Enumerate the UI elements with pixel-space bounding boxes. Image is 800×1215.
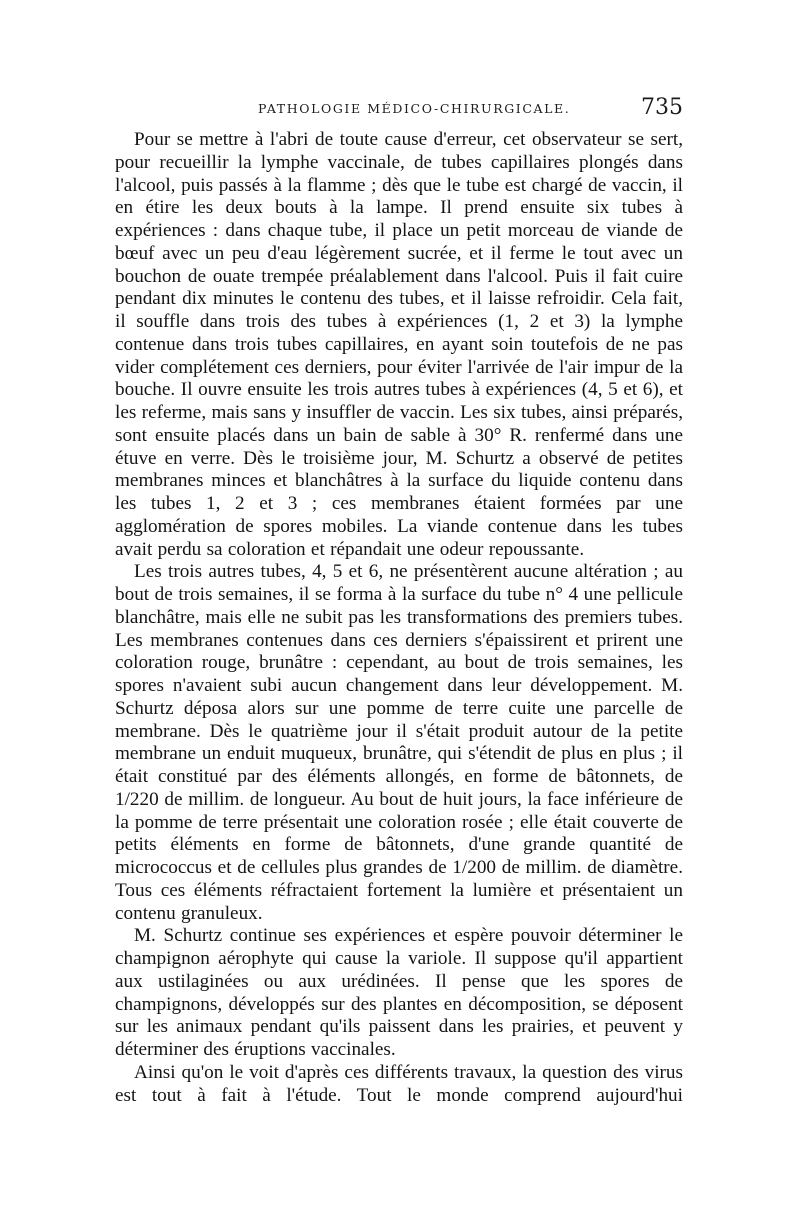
paragraph: M. Schurtz continue ses expériences et espère pouvoir déterminer le champignon aérophyte qui cause la variole. Il suppose qu'il appartient aux ustilaginées ou aux urédinées. Il pense que les spores de champignons, développés sur des plantes en décomposition, se déposent sur les animaux pendant qu'ils paissent dans les prairies, et peuvent y déterminer des éruptions vaccinales. [115, 925, 683, 1060]
paragraph: Ainsi qu'on le voit d'après ces différents travaux, la question des virus est tout à fait à l'étude. Tout le monde comprend aujourd'hui [115, 1061, 683, 1106]
paragraph: Pour se mettre à l'abri de toute cause d'erreur, cet observateur se sert, pour recueillir la lymphe vaccinale, de tubes capillaires plongés dans l'alcool, puis passés à la flamme ; dès que le tube est chargé de vaccin, il en étire les deux bouts à la lampe. Il prend ensuite six tubes à expériences : dans chaque tube, il place un petit morceau de viande de bœuf avec un peu d'eau légèrement sucrée, et il ferme le tout avec un bouchon de ouate trempée préalablement dans l'alcool. Puis il fait cuire pendant dix minutes le contenu des tubes, et il laisse refroidir. Cela fait, il souffle dans trois des tubes à expériences (1, 2 et 3) la lymphe contenue dans trois tubes capillaires, en ayant soin toutefois de ne pas vider complétement ces derniers, pour éviter l'arrivée de l'air impur de la bouche. Il ouvre ensuite les trois autres tubes à expériences (4, 5 et 6), et les referme, mais sans y insuffler de vaccin. Les six tubes, ainsi préparés, sont ensuite placés dans un bain de sable à 30° R. renfermé dans une étuve en verre. Dès le troisième jour, M. Schurtz a observé de petites membranes minces et blanchâtres à la surface du liquide contenu dans les tubes 1, 2 et 3 ; ces membranes étaient formées par une agglomération de spores mobiles. La viande contenue dans les tubes avait perdu sa coloration et répandait une odeur repoussante. [115, 129, 683, 560]
page-number: 735 [641, 95, 683, 120]
running-head [116, 95, 683, 125]
paragraph: Les trois autres tubes, 4, 5 et 6, ne présentèrent aucune altération ; au bout de trois semaines, il se forma à la surface du tube n° 4 une pellicule blanchâtre, mais elle ne subit pas les transformations des premiers tubes. Les membranes contenues dans ces derniers s'épaissirent et prirent une coloration rouge, brunâtre : cependant, au bout de trois semaines, les spores n'avaient subi aucun changement dans leur développement. M. Schurtz déposa alors sur une pomme de terre cuite une parcelle de membrane. Dès le quatrième jour il s'était produit autour de la petite membrane un enduit muqueux, brunâtre, qui s'étendit de plus en plus ; il était constitué par des éléments allongés, en forme de bâtonnets, de 1/220 de millim. de longueur. Au bout de huit jours, la face inférieure de la pomme de terre présentait une coloration rosée ; elle était couverte de petits éléments en forme de bâtonnets, d'une grande quantité de micrococcus et de cellules plus grandes de 1/200 de millim. de diamètre. Tous ces éléments réfractaient fortement la lumière et présentaient un contenu granuleux. [115, 561, 683, 924]
body-text [115, 129, 683, 1107]
running-title: PATHOLOGIE MÉDICO-CHIRURGICALE. [258, 101, 571, 116]
